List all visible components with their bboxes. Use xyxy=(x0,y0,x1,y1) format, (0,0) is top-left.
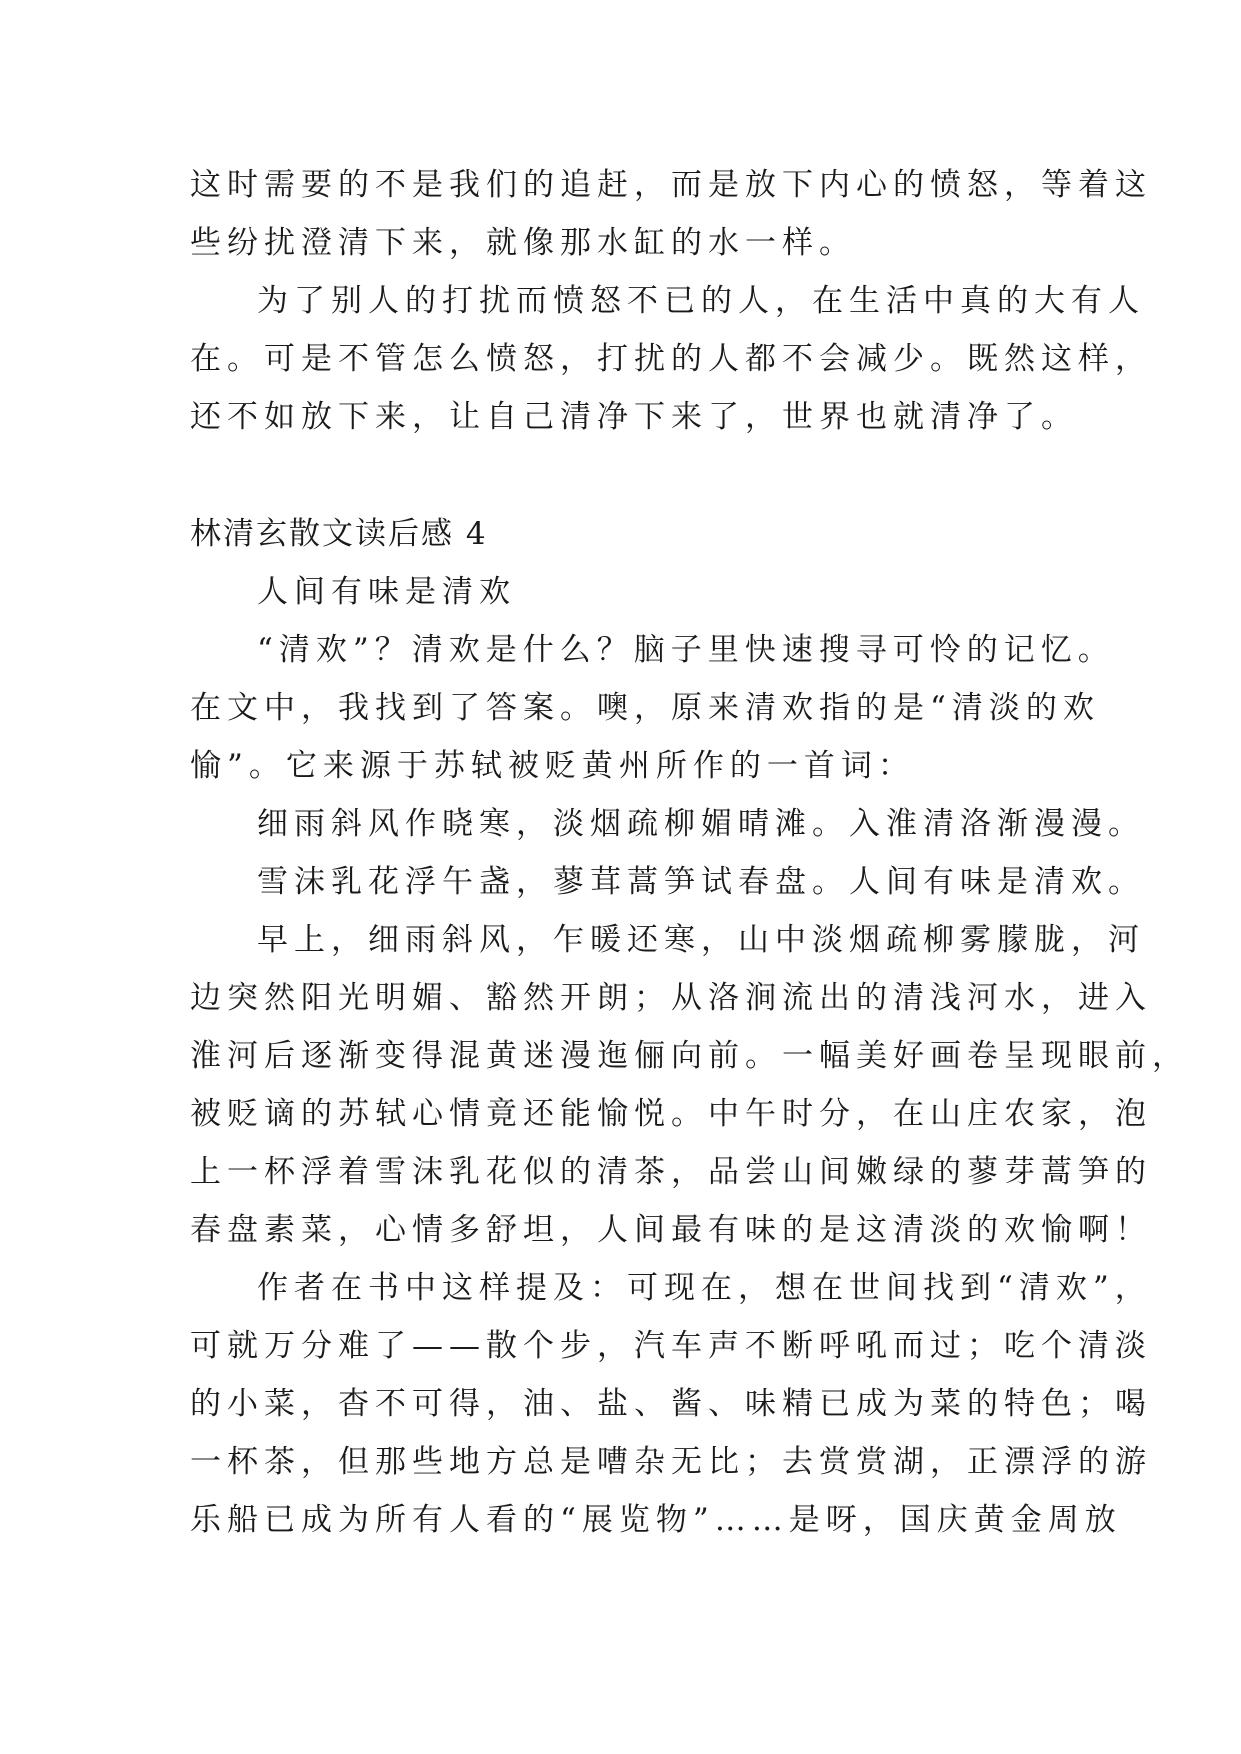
paragraph-line: 愉”。它来源于苏轼被贬黄州所作的一首词： xyxy=(190,748,915,784)
paragraph-line: 可就万分难了——散个步，汽车声不断呼吼而过；吃个清淡 xyxy=(190,1328,1152,1364)
paragraph-line: 在文中，我找到了答案。噢，原来清欢指的是“清淡的欢 xyxy=(190,690,1100,726)
paragraph-line: 早上，细雨斜风，乍暖还寒，山中淡烟疏柳雾朦胧，河 xyxy=(257,922,1145,958)
paragraph-line: 一杯茶，但那些地方总是嘈杂无比；去赏赏湖，正漂浮的游 xyxy=(190,1444,1152,1480)
section-heading: 林清玄散文读后感 4 xyxy=(190,516,488,552)
paragraph-line: 些纷扰澄清下来，就像那水缸的水一样。 xyxy=(190,225,856,261)
paragraph-line: “清欢”？清欢是什么？脑子里快速搜寻可怜的记忆。 xyxy=(257,632,1115,668)
paragraph-line: 边突然阳光明媚、豁然开朗；从洛涧流出的清浅河水，进入 xyxy=(190,980,1152,1016)
paragraph-line: 春盘素菜，心情多舒坦，人间最有味的是这清淡的欢愉啊！ xyxy=(190,1212,1152,1248)
paragraph-line: 乐船已成为所有人看的“展览物”……是呀，国庆黄金周放 xyxy=(190,1502,1122,1538)
subtitle: 人间有味是清欢 xyxy=(257,574,516,610)
poem-line: 细雨斜风作晓寒，淡烟疏柳媚晴滩。入淮清洛渐漫漫。 xyxy=(257,806,1145,842)
paragraph-line: 这时需要的不是我们的追赶，而是放下内心的愤怒，等着这 xyxy=(190,167,1152,203)
paragraph-line: 上一杯浮着雪沫乳花似的清茶，品尝山间嫩绿的蓼芽蒿笋的 xyxy=(190,1154,1152,1190)
paragraph-line: 还不如放下来，让自己清净下来了，世界也就清净了。 xyxy=(190,399,1078,435)
paragraph-line: 为了别人的打扰而愤怒不已的人，在生活中真的大有人 xyxy=(257,283,1145,319)
paragraph-line: 被贬谪的苏轼心情竟还能愉悦。中午时分，在山庄农家，泡 xyxy=(190,1096,1152,1132)
poem-line: 雪沫乳花浮午盏，蓼茸蒿笋试春盘。人间有味是清欢。 xyxy=(257,864,1145,900)
paragraph-line: 作者在书中这样提及：可现在，想在世间找到“清欢”， xyxy=(257,1270,1152,1306)
paragraph-line: 淮河后逐渐变得混黄迷漫迤俪向前。一幅美好画卷呈现眼前， xyxy=(190,1038,1189,1074)
paragraph-line: 在。可是不管怎么愤怒，打扰的人都不会减少。既然这样， xyxy=(190,341,1152,377)
paragraph-line: 的小菜，杳不可得，油、盐、酱、味精已成为菜的特色；喝 xyxy=(190,1386,1152,1422)
